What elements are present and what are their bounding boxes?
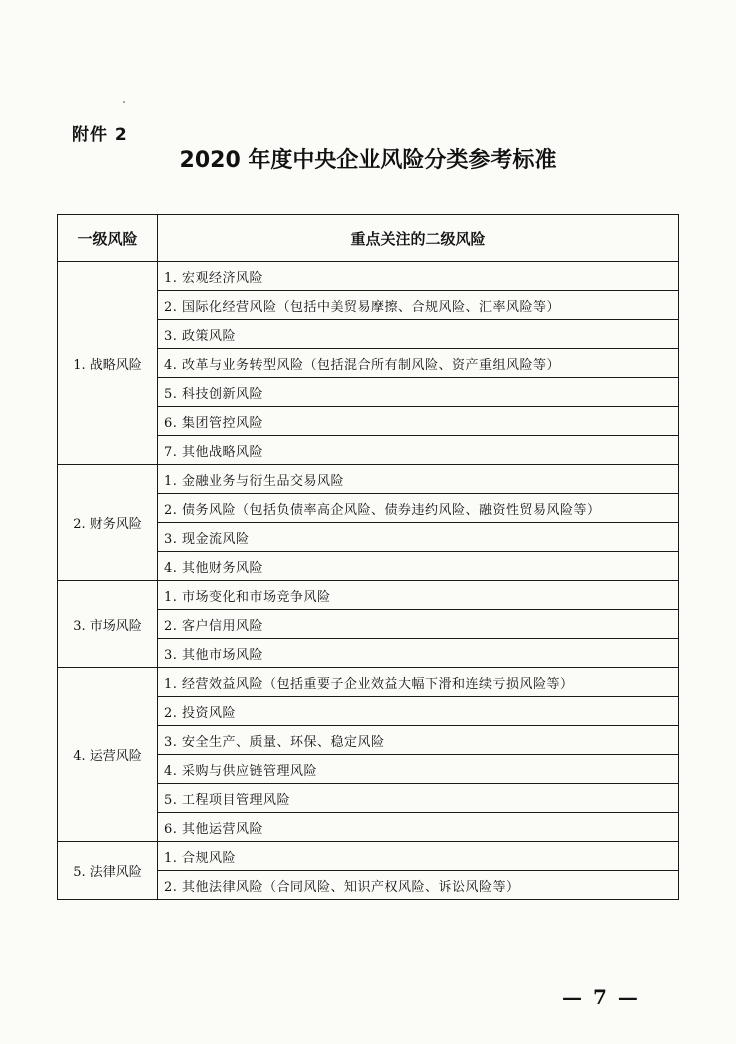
level2-risk-cell: 1. 经营效益风险（包括重要子企业效益大幅下滑和连续亏损风险等） (158, 668, 679, 697)
table-row (58, 842, 679, 871)
level2-risk-cell: 1. 合规风险 (158, 842, 679, 871)
level2-risk-cell: 2. 投资风险 (158, 697, 679, 726)
header-level2: 重点关注的二级风险 (158, 215, 679, 262)
level1-risk-cell: 5. 法律风险 (58, 842, 158, 900)
table-row (58, 581, 679, 610)
level2-risk-cell: 2. 客户信用风险 (158, 610, 679, 639)
level2-risk-cell: 5. 科技创新风险 (158, 378, 679, 407)
level2-risk-cell: 3. 其他市场风险 (158, 639, 679, 668)
level2-risk-cell: 4. 其他财务风险 (158, 552, 679, 581)
level1-risk-cell: 1. 战略风险 (58, 262, 158, 465)
level1-risk-cell: 3. 市场风险 (58, 581, 158, 668)
table-row (58, 668, 679, 697)
level2-risk-cell: 3. 现金流风险 (158, 523, 679, 552)
level2-risk-cell: 1. 市场变化和市场竞争风险 (158, 581, 679, 610)
level2-risk-cell: 1. 宏观经济风险 (158, 262, 679, 291)
risk-classification-table (57, 214, 679, 900)
level1-risk-cell: 2. 财务风险 (58, 465, 158, 581)
level2-risk-cell: 1. 金融业务与衍生品交易风险 (158, 465, 679, 494)
table-header-row (58, 215, 679, 262)
level2-risk-cell: 4. 采购与供应链管理风险 (158, 755, 679, 784)
table-row (58, 465, 679, 494)
level1-risk-cell: 4. 运营风险 (58, 668, 158, 842)
level2-risk-cell: 2. 其他法律风险（合同风险、知识产权风险、诉讼风险等） (158, 871, 679, 900)
level2-risk-cell: 3. 安全生产、质量、环保、稳定风险 (158, 726, 679, 755)
header-level1: 一级风险 (58, 215, 158, 262)
level2-risk-cell: 4. 改革与业务转型风险（包括混合所有制风险、资产重组风险等） (158, 349, 679, 378)
level2-risk-cell: 6. 其他运营风险 (158, 813, 679, 842)
page-number: — 7 — (562, 985, 640, 1009)
level2-risk-cell: 6. 集团管控风险 (158, 407, 679, 436)
scan-speck (123, 101, 125, 103)
level2-risk-cell: 2. 债务风险（包括负债率高企风险、债券违约风险、融资性贸易风险等） (158, 494, 679, 523)
annex-label: 附件 2 (72, 125, 128, 145)
level2-risk-cell: 5. 工程项目管理风险 (158, 784, 679, 813)
document-title: 2020 年度中央企业风险分类参考标准 (179, 148, 557, 173)
level2-risk-cell: 2. 国际化经营风险（包括中美贸易摩擦、合规风险、汇率风险等） (158, 291, 679, 320)
table-body (58, 262, 679, 900)
level2-risk-cell: 3. 政策风险 (158, 320, 679, 349)
table-row (58, 262, 679, 291)
level2-risk-cell: 7. 其他战略风险 (158, 436, 679, 465)
